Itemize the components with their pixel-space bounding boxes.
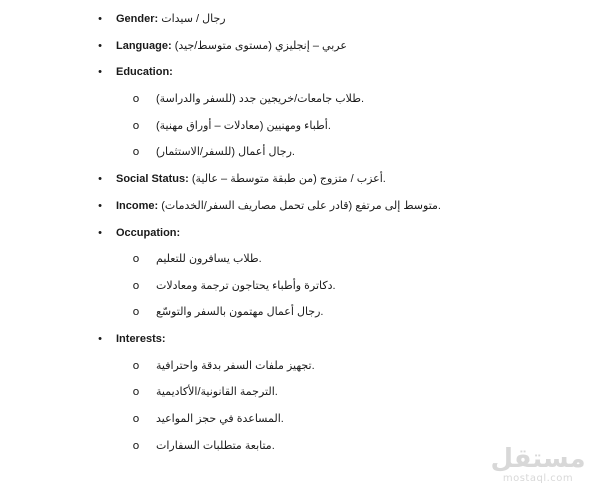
- bullet: •: [98, 66, 102, 78]
- sub-item-text: تجهيز ملفات السفر بدقة واحترافية.: [156, 360, 315, 372]
- sub-bullet: o: [132, 305, 140, 318]
- sub-item-text: متابعة متطلبات السفارات.: [156, 440, 275, 452]
- bullet: •: [98, 333, 102, 345]
- bullet: •: [98, 13, 102, 25]
- sub-bullet: o: [132, 145, 140, 158]
- sub-item-text: رجال أعمال مهتمون بالسفر والتوسّع.: [156, 306, 324, 318]
- sub-bullet: o: [132, 385, 140, 398]
- sub-item-text: الترجمة القانونية/الأكاديمية.: [156, 386, 278, 398]
- sub-item-text: طلاب يسافرون للتعليم.: [156, 253, 262, 265]
- sub-item-text: دكاترة وأطباء يحتاجون ترجمة ومعادلات.: [156, 280, 336, 292]
- bullet: •: [98, 173, 102, 185]
- sub-bullet: o: [132, 92, 140, 105]
- bullet: •: [98, 227, 102, 239]
- sub-item-text: رجال أعمال (للسفر/الاستثمار).: [156, 146, 295, 158]
- bullet: •: [98, 40, 102, 52]
- watermark-url: mostaql.com: [502, 473, 574, 484]
- item-label: Income:: [116, 200, 159, 212]
- sub-bullet: o: [132, 252, 140, 265]
- item-value: عربي – إنجليزي (مستوى متوسط/جيد): [171, 40, 347, 52]
- item-value: رجال / سيدات: [158, 13, 226, 25]
- item-label: Social Status:: [116, 173, 189, 185]
- bullet: •: [98, 200, 102, 212]
- sub-bullet: o: [132, 439, 140, 452]
- item-value: أعزب / متزوج (من طبقة متوسطة – عالية).: [188, 173, 386, 185]
- item-value: متوسط إلى مرتفع (قادر على تحمل مصاريف السفر/الخدمات).: [158, 200, 441, 212]
- item-label: Interests:: [116, 333, 166, 345]
- watermark-arabic: مستقل: [490, 444, 586, 474]
- sub-bullet: o: [132, 119, 140, 132]
- item-label: Education:: [116, 66, 173, 78]
- sub-item-text: أطباء ومهنيين (معادلات – أوراق مهنية).: [156, 120, 331, 132]
- sub-bullet: o: [132, 279, 140, 292]
- item-label: Gender:: [116, 13, 159, 25]
- sub-item-text: طلاب جامعات/خريجين جدد (للسفر والدراسة).: [156, 93, 365, 105]
- sub-bullet: o: [132, 359, 140, 372]
- sub-item-text: المساعدة في حجز المواعيد.: [156, 413, 284, 425]
- item-label: Occupation:: [116, 227, 181, 239]
- mostaql-watermark: [483, 445, 593, 485]
- item-label: Language:: [116, 40, 172, 52]
- sub-bullet: o: [132, 412, 140, 425]
